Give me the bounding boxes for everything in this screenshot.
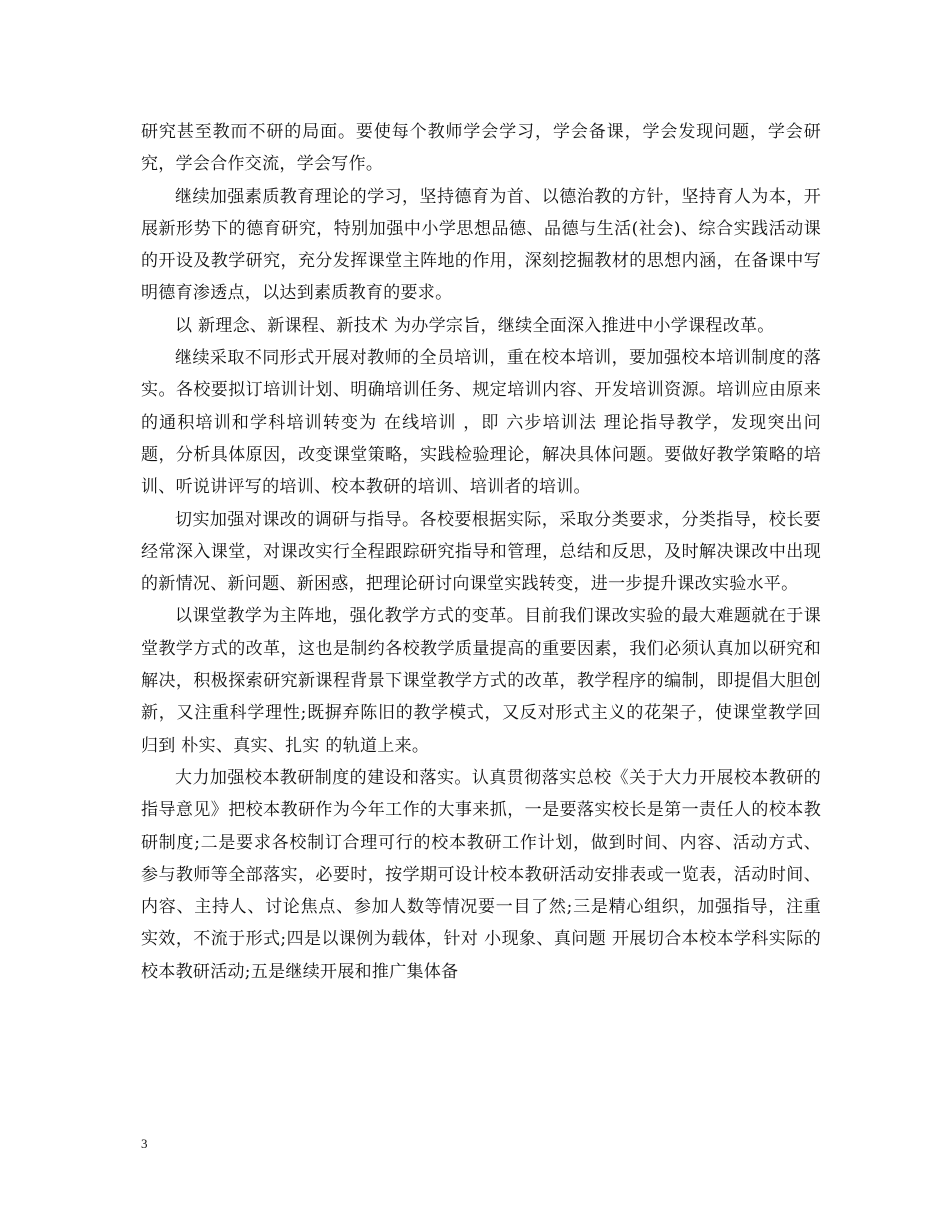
paragraph-1: 研究甚至教而不研的局面。要使每个教师学会学习，学会备课，学会发现问题，学会研究，学会合作交流，学会写作。 <box>141 122 821 175</box>
document-body <box>141 116 821 988</box>
paragraph-7: 大力加强校本教研制度的建设和落实。认真贯彻落实总校《关于大力开展校本教研的指导意见》把校本教研作为今年工作的大事来抓，一是要落实校长是第一责任人的校本教研制度;二是要求各校制订合理可行的校本教研工作计划，做到时间、内容、活动方式、参与教师等全部落实，必要时，按学期可设计校本教研活动安排表或一览表，活动时间、内容、主持人、讨论焦点、参加人数等情况要一目了然;三是精心组织，加强指导，注重实效，不流于形式;四是以课例为载体，针对 小现象、真问题 开展切合本校本学科实际的校本教研活动;五是继续开展和推广集体备 <box>141 767 821 982</box>
paragraph-4: 继续采取不同形式开展对教师的全员培训，重在校本培训，要加强校本培训制度的落实。各校要拟订培训计划、明确培训任务、规定培训内容、开发培训资源。培训应由原来的通积培训和学科培训转变为 在线培训 ，即 六步培训法 理论指导教学，发现突出问题，分析具体原因，改变课堂策略，实践检验理论，解决具体问题。要做好教学策略的培训、听说讲评写的培训、校本教研的培训、培训者的培训。 <box>141 348 821 498</box>
paragraph-2: 继续加强素质教育理论的学习，坚持德育为首、以德治教的方针，坚持育人为本，开展新形势下的德育研究，特别加强中小学思想品德、品德与生活(社会)、综合实践活动课的开设及教学研究，充分发挥课堂主阵地的作用，深刻挖掘教材的思想内涵，在备课中写明德育渗透点，以达到素质教育的要求。 <box>141 186 821 304</box>
paragraph-3: 以 新理念、新课程、新技术 为办学宗旨，继续全面深入推进中小学课程改革。 <box>175 315 775 336</box>
page-number: 3 <box>141 1136 148 1151</box>
paragraph-5: 切实加强对课改的调研与指导。各校要根据实际，采取分类要求，分类指导，校长要经常深入课堂，对课改实行全程跟踪研究指导和管理，总结和反思，及时解决课改中出现的新情况、新问题、新困惑，把理论研讨向课堂实践转变，进一步提升课改实验水平。 <box>141 509 821 595</box>
paragraph-6: 以课堂教学为主阵地，强化教学方式的变革。目前我们课改实验的最大难题就在于课堂教学方式的改革，这也是制约各校教学质量提高的重要因素，我们必须认真加以研究和解决，积极探索研究新课程背景下课堂教学方式的改革，教学程序的编制，即提倡大胆创新，又注重科学理性;既摒弃陈旧的教学模式，又反对形式主义的花架子，使课堂教学回归到 朴实、真实、扎实 的轨道上来。 <box>141 606 821 756</box>
